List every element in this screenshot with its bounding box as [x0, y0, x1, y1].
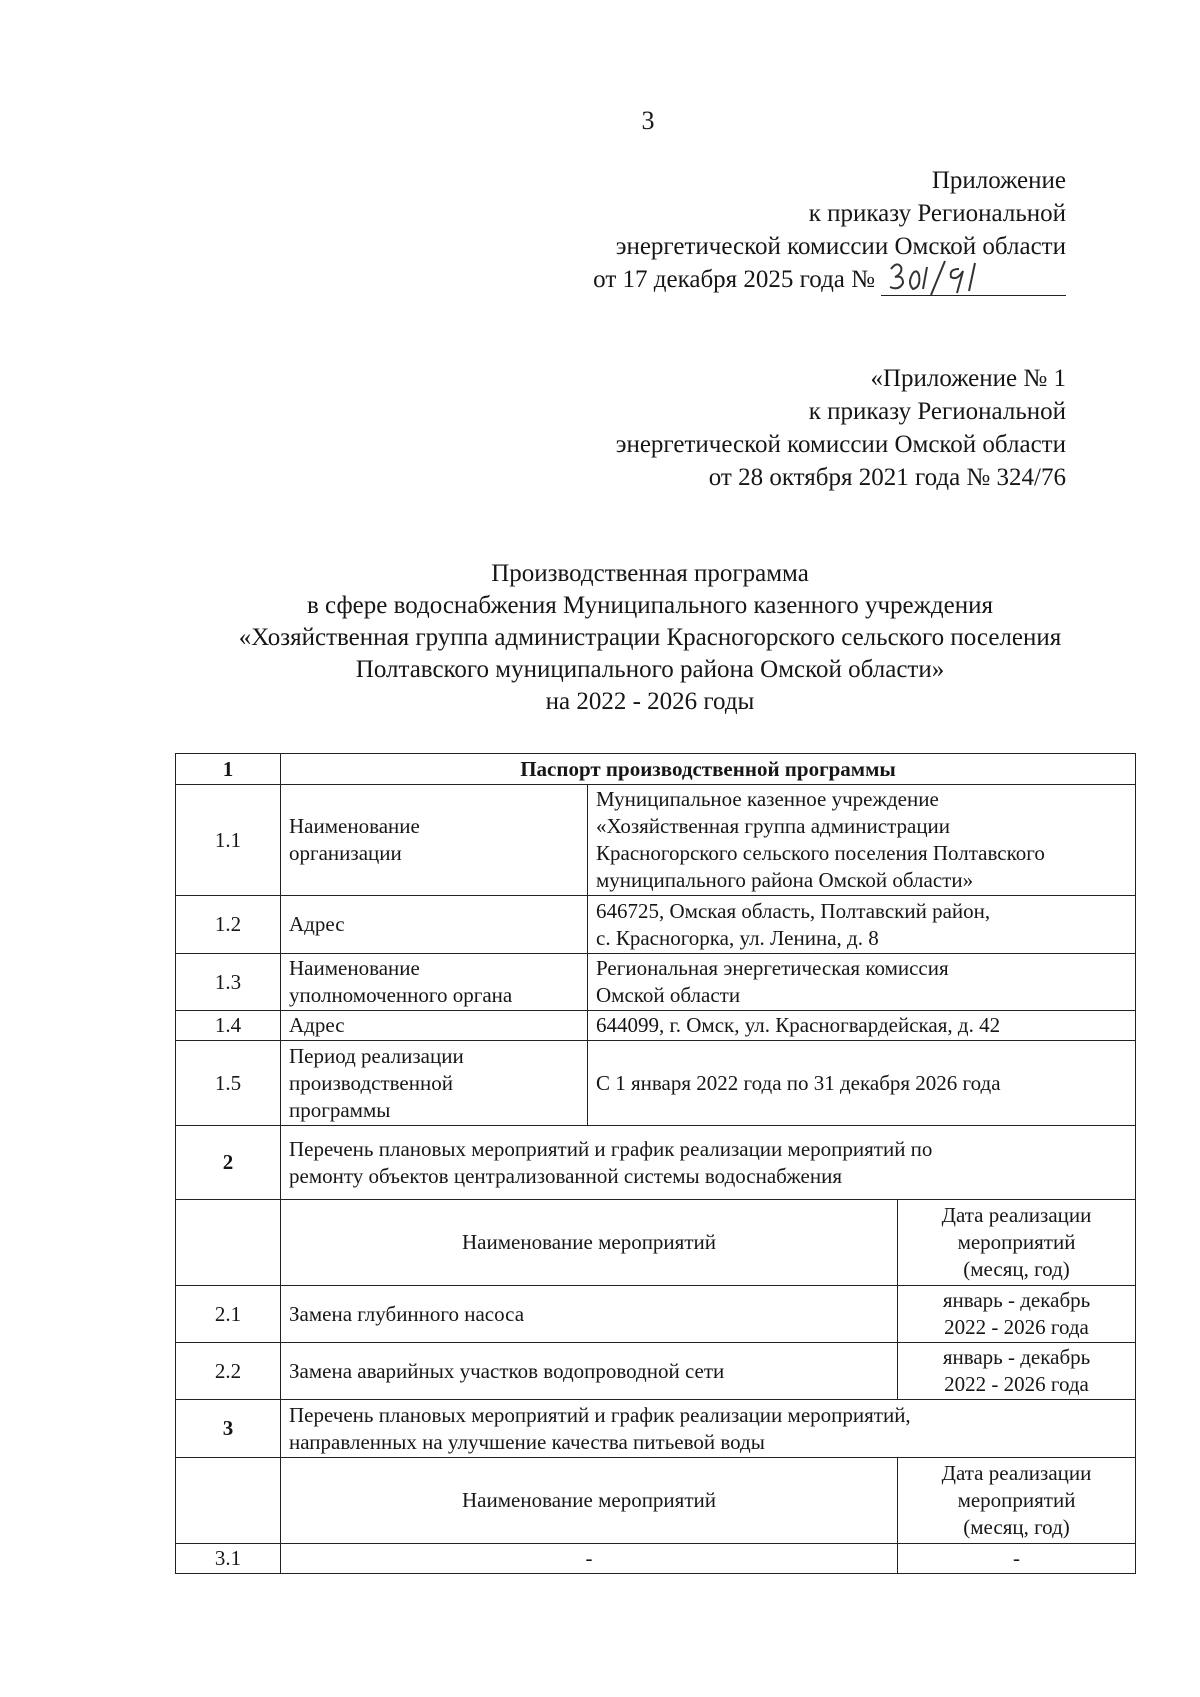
handwritten-number-signature-icon — [887, 257, 1007, 297]
row-value: 646725, Омская область, Полтавский район, с. Красногорка, ул. Ленина, д. 8 — [588, 896, 1136, 954]
table-row — [176, 785, 1136, 896]
row-value: Муниципальное казенное учреждение «Хозяйственная группа администрации Красногорского сельского поселения Полтавского муниципального района Омской области» — [588, 785, 1136, 896]
page-number: 3 — [641, 106, 655, 135]
row-label: Период реализации производственной программы — [281, 1041, 588, 1126]
activity-date: январь - декабрь 2022 - 2026 года — [898, 1343, 1136, 1400]
table-row — [176, 1343, 1136, 1400]
row-number: 1.4 — [176, 1011, 281, 1041]
appendix-line: энергетической комиссии Омской области — [615, 431, 1066, 458]
activity-date: - — [898, 1544, 1136, 1574]
title-line: на 2022 - 2026 годы — [545, 688, 755, 715]
table-row — [176, 1011, 1136, 1041]
column-header-name: Наименование мероприятий — [281, 1200, 898, 1286]
row-number: 2.2 — [176, 1343, 281, 1400]
table-row — [176, 1041, 1136, 1126]
section-number: 3 — [176, 1400, 281, 1458]
column-header-name: Наименование мероприятий — [281, 1458, 898, 1544]
row-number: 2.1 — [176, 1286, 281, 1343]
column-header-date: Дата реализации мероприятий (месяц, год) — [898, 1200, 1136, 1286]
appendix-date-line — [593, 263, 1066, 296]
section-title: Перечень плановых мероприятий и график реализации мероприятий по ремонту объектов централизованной системы водоснабжения — [281, 1126, 1136, 1200]
table-header-row — [176, 1200, 1136, 1286]
activity-name: - — [281, 1544, 898, 1574]
row-label: Адрес — [281, 1011, 588, 1041]
title-line: Производственная программа — [491, 560, 809, 587]
appendix-date-text: от 17 декабря 2025 года № — [593, 266, 875, 293]
activity-name: Замена аварийных участков водопроводной сети — [281, 1343, 898, 1400]
title-line: «Хозяйственная группа администрации Красногорского сельского поселения — [238, 624, 1062, 651]
section-number: 2 — [176, 1126, 281, 1200]
appendix-header-current — [593, 164, 1066, 296]
title-line: в сфере водоснабжения Муниципального казенного учреждения — [306, 592, 993, 619]
section-title: Перечень плановых мероприятий и график реализации мероприятий, направленных на улучшение качества питьевой воды — [281, 1400, 1136, 1458]
appendix-line: «Приложение № 1 — [870, 365, 1066, 392]
table-row — [176, 1286, 1136, 1343]
empty-cell — [176, 1200, 281, 1286]
title-line: Полтавского муниципального района Омской области» — [355, 656, 945, 683]
appendix-header-original — [616, 362, 1066, 494]
production-program-table — [175, 753, 1136, 1574]
row-number: 1.5 — [176, 1041, 281, 1126]
appendix-line: к приказу Региональной — [808, 200, 1066, 227]
section-number: 1 — [176, 754, 281, 785]
table-header-row — [176, 1458, 1136, 1544]
document-title — [150, 558, 1150, 718]
handwritten-order-number — [881, 265, 1066, 296]
section-title: Паспорт производственной программы — [281, 754, 1136, 785]
row-value: 644099, г. Омск, ул. Красногвардейская, д. 42 — [588, 1011, 1136, 1041]
appendix-line: к приказу Региональной — [808, 398, 1066, 425]
row-label: Наименование уполномоченного органа — [281, 954, 588, 1011]
section-row — [176, 754, 1136, 785]
column-header-date: Дата реализации мероприятий (месяц, год) — [898, 1458, 1136, 1544]
section-row — [176, 1126, 1136, 1200]
empty-cell — [176, 1458, 281, 1544]
table-row — [176, 954, 1136, 1011]
section-row — [176, 1400, 1136, 1458]
row-number: 1.1 — [176, 785, 281, 896]
activity-name: Замена глубинного насоса — [281, 1286, 898, 1343]
row-number: 1.3 — [176, 954, 281, 1011]
appendix-line: Приложение — [931, 167, 1066, 194]
appendix-line: энергетической комиссии Омской области — [615, 233, 1066, 260]
row-number: 1.2 — [176, 896, 281, 954]
activity-date: январь - декабрь 2022 - 2026 года — [898, 1286, 1136, 1343]
row-label: Наименование организации — [281, 785, 588, 896]
row-number: 3.1 — [176, 1544, 281, 1574]
table-row — [176, 896, 1136, 954]
row-label: Адрес — [281, 896, 588, 954]
row-value: Региональная энергетическая комиссия Омской области — [588, 954, 1136, 1011]
row-value: С 1 января 2022 года по 31 декабря 2026 года — [588, 1041, 1136, 1126]
appendix-line: от 28 октября 2021 года № 324/76 — [708, 464, 1066, 491]
table-row — [176, 1544, 1136, 1574]
